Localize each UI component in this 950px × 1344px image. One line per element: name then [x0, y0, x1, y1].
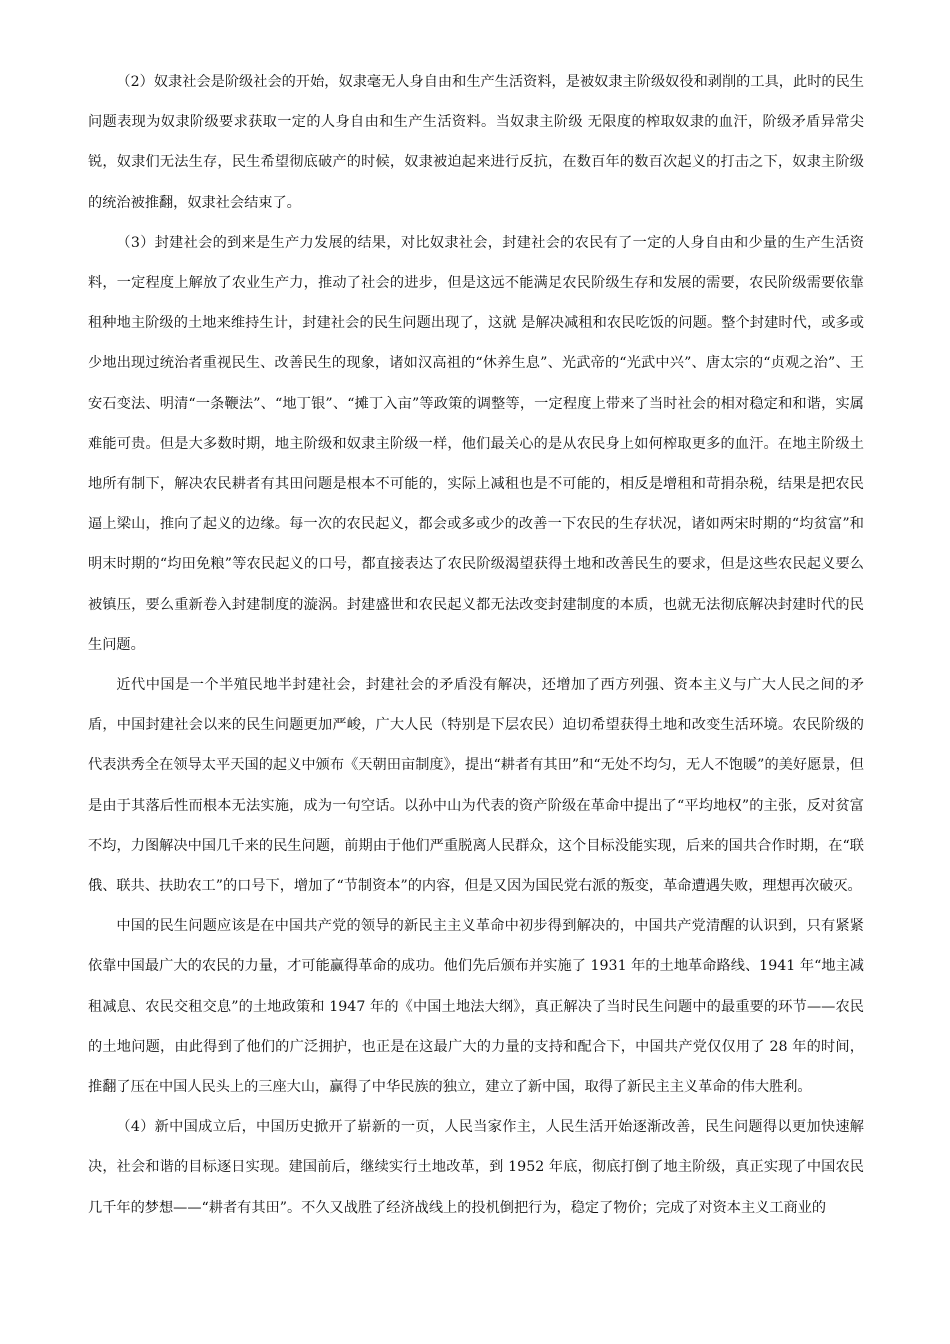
paragraph-feudal-society: （3）封建社会的到来是生产力发展的结果，对比奴隶社会，封建社会的农民有了一定的人身自由和少量的生产生活资料，一定程度上解放了农业生产力，推动了社会的进步，但是这远不能满足农民阶级生存和发展的需要，农民阶级需要依靠租种地主阶级的土地来维持生计，封建社会的民生问题出现了，这就 是解决减租和农民吃饭的问题。整个封建时代，或多或少地出现过统治者重视民生、改善民生的现象，诸如汉高祖的“休养生息”、光武帝的“光武中兴”、唐太宗的“贞观之治”、王安石变法、明清“一条鞭法”、“地丁银”、“摊丁入亩”等政策的调整等，一定程度上带来了当时社会的相对稳定和和谐，实属难能可贵。但是大多数时期，地主阶级和奴隶主阶级一样，他们最关心的是从农民身上如何榨取更多的血汗。在地主阶级土地所有制下，解决农民耕者有其田问题是根本不可能的，实际上减租也是不可能的，相反是增租和苛捐杂税，结果是把农民逼上梁山，推向了起义的边缘。每一次的农民起义，都会或多或少的改善一下农民的生存状况，诸如两宋时期的“均贫富”和明末时期的“均田免粮”等农民起义的口号，都直接表达了农民阶级渴望获得土地和改善民生的要求，但是这些农民起义要么被镇压，要么重新卷入封建制度的漩涡。封建盛世和农民起义都无法改变封建制度的本质，也就无法彻底解决封建时代的民生问题。: [88, 234, 864, 653]
paragraph-new-china: （4）新中国成立后，中国历史掀开了崭新的一页，人民当家作主，人民生活开始逐渐改善，民生问题得以更加快速解决，社会和谐的目标逐日实现。建国前后，继续实行土地改革，到 1952 年底，彻底打倒了地主阶级，真正实现了中国农民几千年的梦想——“耕者有其田”。不久又战胜了经济战线上的投机倒把行为，稳定了物价；完成了对资本主义工商业的: [88, 1119, 864, 1216]
document-body: [88, 62, 864, 1228]
paragraph-slavery-society: （2）奴隶社会是阶级社会的开始，奴隶毫无人身自由和生产生活资料，是被奴隶主阶级奴役和剥削的工具，此时的民生问题表现为奴隶阶级要求获取一定的人身自由和生产生活资料。当奴隶主阶级 无限度的榨取奴隶的血汗，阶级矛盾异常尖锐，奴隶们无法生存，民生希望彻底破产的时候，奴隶被迫起来进行反抗，在数百年的数百次起义的打击之下，奴隶主阶级的统治被推翻，奴隶社会结束了。: [88, 74, 864, 211]
paragraph-new-democratic-revolution: 中国的民生问题应该是在中国共产党的领导的新民主主义革命中初步得到解决的，中国共产党清醒的认识到，只有紧紧依靠中国最广大的农民的力量，才可能赢得革命的成功。他们先后颁布并实施了 1931 年的土地革命路线、1941 年“地主减租减息、农民交租交息”的土地政策和 1947 年的《中国土地法大纲》，真正解决了当时民生问题中的最重要的环节——农民的土地问题，由此得到了他们的广泛拥护，也正是在这最广大的力量的支持和配合下，中国共产党仅仅用了 28 年的时间，推翻了压在中国人民头上的三座大山，赢得了中华民族的独立，建立了新中国，取得了新民主主义革命的伟大胜利。: [88, 918, 864, 1096]
paragraph-modern-china: 近代中国是一个半殖民地半封建社会，封建社会的矛盾没有解决，还增加了西方列强、资本主义与广大人民之间的矛盾，中国封建社会以来的民生问题更加严峻，广大人民（特别是下层农民）迫切希望获得土地和改变生活环境。农民阶级的代表洪秀全在领导太平天国的起义中颁布《天朝田亩制度》，提出“耕者有其田”和“无处不均匀，无人不饱暖”的美好愿景，但是由于其落后性而根本无法实施，成为一句空话。以孙中山为代表的资产阶级在革命中提出了“平均地权”的主张，反对贫富不均，力图解决中国几千来的民生问题，前期由于他们严重脱离人民群众，这个目标没能实现，后来的国共合作时期，在“联俄、联共、扶助农工”的口号下，增加了“节制资本”的内容，但是又因为国民党右派的叛变，革命遭遇失败，理想再次破灭。: [88, 677, 864, 895]
